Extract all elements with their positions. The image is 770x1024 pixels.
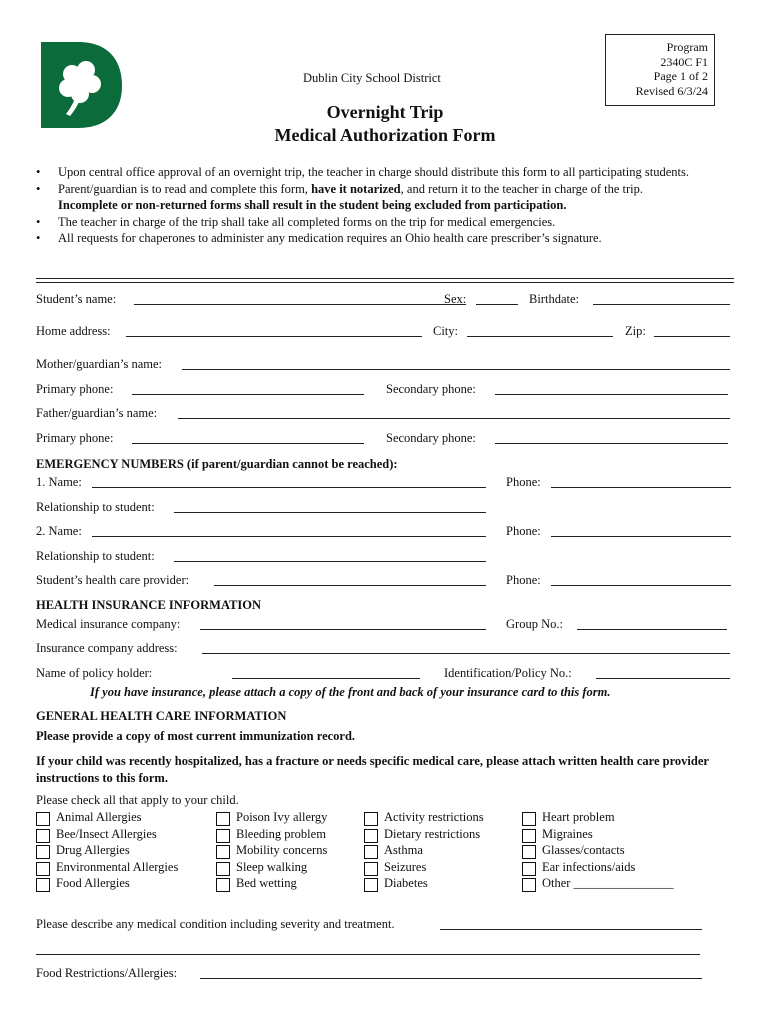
form-title-line2: Medical Authorization Form bbox=[274, 125, 496, 145]
emergency-2-row bbox=[36, 524, 736, 542]
condition-checkbox[interactable] bbox=[364, 845, 378, 859]
instruction-text: Upon central office approval of an overnight trip, the teacher in charge should distribute this form to all participating students. bbox=[58, 165, 689, 179]
condition-checkbox[interactable] bbox=[216, 812, 230, 826]
condition-label: Bed wetting bbox=[236, 876, 297, 891]
mother-primary-phone-input[interactable] bbox=[132, 394, 364, 395]
relationship-2-input[interactable] bbox=[174, 561, 486, 562]
zip-input[interactable] bbox=[654, 336, 730, 337]
policy-no-input[interactable] bbox=[596, 678, 730, 679]
father-row bbox=[36, 406, 736, 424]
food-row bbox=[36, 966, 736, 984]
phone-label: Phone: bbox=[506, 573, 541, 587]
insurance-company-row bbox=[36, 617, 736, 635]
insurance-company-input[interactable] bbox=[200, 629, 486, 630]
instruction-text: The teacher in charge of the trip shall take all completed forms on the trip for medical emergencies. bbox=[58, 214, 556, 229]
condition-checkbox[interactable] bbox=[522, 878, 536, 892]
condition-label: Other ________________ bbox=[542, 876, 674, 891]
secondary-phone-label: Secondary phone: bbox=[386, 382, 476, 396]
instruction-text: Parent/guardian is to read and complete this form, bbox=[58, 181, 312, 196]
condition-checkbox[interactable] bbox=[364, 878, 378, 892]
mother-row bbox=[36, 357, 736, 375]
condition-checkbox[interactable] bbox=[36, 845, 50, 859]
condition-checkbox[interactable] bbox=[216, 845, 230, 859]
father-name-label: Father/guardian’s name: bbox=[36, 406, 158, 420]
condition-label: Dietary restrictions bbox=[384, 826, 481, 841]
phone-label: Phone: bbox=[506, 524, 541, 538]
emergency-phone-1-input[interactable] bbox=[551, 487, 731, 488]
mother-name-input[interactable] bbox=[182, 369, 730, 370]
condition-checkbox[interactable] bbox=[36, 862, 50, 876]
emergency-1-row bbox=[36, 475, 736, 493]
condition-label: Mobility concerns bbox=[236, 843, 328, 858]
condition-label: Glasses/contacts bbox=[542, 843, 625, 858]
condition-label: Bleeding problem bbox=[236, 826, 326, 841]
father-name-input[interactable] bbox=[178, 418, 730, 419]
instruction-bold: have it notarized bbox=[311, 181, 401, 196]
emergency-heading: EMERGENCY NUMBERS (if parent/guardian cannot be reached): bbox=[36, 457, 398, 471]
condition-checkbox[interactable] bbox=[522, 812, 536, 826]
provider-input[interactable] bbox=[214, 585, 486, 586]
page-number: Page 1 of 2 bbox=[653, 69, 708, 83]
provider-row bbox=[36, 573, 736, 591]
describe-continued-row bbox=[36, 942, 736, 960]
student-info-row bbox=[36, 292, 736, 310]
primary-phone-label: Primary phone: bbox=[36, 382, 114, 396]
emergency-name-2-label: 2. Name: bbox=[36, 524, 82, 538]
insurance-heading: HEALTH INSURANCE INFORMATION bbox=[36, 598, 262, 612]
primary-phone-label: Primary phone: bbox=[36, 431, 114, 445]
provider-label: Student’s health care provider: bbox=[36, 573, 190, 587]
program-label: Program bbox=[666, 40, 708, 54]
emergency-name-1-label: 1. Name: bbox=[36, 475, 82, 489]
instruction-item bbox=[36, 164, 736, 181]
address-row bbox=[36, 324, 736, 342]
secondary-phone-label: Secondary phone: bbox=[386, 431, 476, 445]
food-restrictions-label: Food Restrictions/Allergies: bbox=[36, 966, 178, 980]
condition-checkbox[interactable] bbox=[36, 878, 50, 892]
hospitalized-note: If your child was recently hospitalized, has a fracture or needs specific medical care, please attach written health care provider instructions to this form. bbox=[36, 754, 709, 785]
provider-phone-input[interactable] bbox=[551, 585, 731, 586]
condition-label: Poison Ivy allergy bbox=[236, 810, 328, 824]
describe-input-line2[interactable] bbox=[36, 954, 700, 955]
relationship-1-row bbox=[36, 500, 736, 518]
sex-input[interactable] bbox=[476, 304, 518, 305]
food-restrictions-input[interactable] bbox=[200, 978, 702, 979]
condition-checkbox[interactable] bbox=[522, 862, 536, 876]
condition-checkbox[interactable] bbox=[364, 812, 378, 826]
check-prompt: Please check all that apply to your child. bbox=[36, 793, 239, 807]
group-no-label: Group No.: bbox=[506, 617, 563, 631]
relationship-label: Relationship to student: bbox=[36, 549, 155, 563]
insurance-address-row bbox=[36, 641, 736, 659]
home-address-input[interactable] bbox=[126, 336, 422, 337]
home-address-label: Home address: bbox=[36, 324, 111, 338]
condition-label: Bee/Insect Allergies bbox=[56, 826, 157, 841]
insurance-company-label: Medical insurance company: bbox=[36, 617, 181, 631]
section-divider bbox=[36, 278, 734, 283]
sex-label: Sex: bbox=[444, 292, 467, 306]
condition-checkbox[interactable] bbox=[364, 862, 378, 876]
condition-checkbox[interactable] bbox=[364, 829, 378, 843]
condition-label: Animal Allergies bbox=[56, 810, 142, 824]
condition-checkbox[interactable] bbox=[216, 829, 230, 843]
general-health-heading: GENERAL HEALTH CARE INFORMATION bbox=[36, 709, 287, 723]
birthdate-input[interactable] bbox=[593, 304, 730, 305]
condition-checkbox[interactable] bbox=[36, 829, 50, 843]
student-name-input[interactable] bbox=[134, 304, 466, 305]
instruction-item bbox=[36, 230, 736, 247]
condition-checklist bbox=[0, 810, 770, 895]
instruction-warning: Incomplete or non-returned forms shall result in the student being excluded from participation. bbox=[58, 198, 567, 212]
city-label: City: bbox=[433, 324, 459, 338]
condition-checkbox[interactable] bbox=[216, 862, 230, 876]
emergency-name-2-input[interactable] bbox=[92, 536, 486, 537]
program-box bbox=[605, 34, 715, 106]
insurance-address-label: Insurance company address: bbox=[36, 641, 178, 655]
instruction-text: , and return it to the teacher in charge of the trip. bbox=[400, 181, 644, 196]
condition-checkbox[interactable] bbox=[36, 812, 50, 826]
insurance-card-note: If you have insurance, please attach a copy of the front and back of your insurance card to this form. bbox=[90, 685, 611, 699]
condition-label: Sleep walking bbox=[236, 859, 308, 874]
father-phone-row bbox=[36, 431, 736, 449]
policy-holder-label: Name of policy holder: bbox=[36, 666, 153, 680]
birthdate-label: Birthdate: bbox=[529, 292, 579, 306]
district-name: Dublin City School District bbox=[303, 71, 441, 85]
instruction-item bbox=[36, 214, 736, 231]
relationship-2-row bbox=[36, 549, 736, 567]
condition-label: Activity restrictions bbox=[384, 810, 484, 824]
condition-label: Seizures bbox=[384, 859, 427, 874]
condition-label: Heart problem bbox=[542, 810, 615, 824]
condition-checkbox[interactable] bbox=[216, 878, 230, 892]
mother-secondary-phone-input[interactable] bbox=[495, 394, 728, 395]
mother-name-label: Mother/guardian’s name: bbox=[36, 357, 163, 371]
policy-holder-row bbox=[36, 666, 736, 684]
mother-phone-row bbox=[36, 382, 736, 400]
city-input[interactable] bbox=[467, 336, 613, 337]
condition-label: Food Allergies bbox=[56, 876, 130, 891]
condition-label: Asthma bbox=[384, 843, 423, 858]
condition-checkbox[interactable] bbox=[522, 845, 536, 859]
policy-holder-input[interactable] bbox=[232, 678, 420, 679]
instruction-item bbox=[36, 181, 736, 214]
insurance-address-input[interactable] bbox=[202, 653, 730, 654]
group-no-input[interactable] bbox=[577, 629, 727, 630]
father-secondary-phone-input[interactable] bbox=[495, 443, 728, 444]
describe-input[interactable] bbox=[440, 929, 702, 930]
emergency-name-1-input[interactable] bbox=[92, 487, 486, 488]
describe-row bbox=[36, 917, 736, 935]
program-code: 2340C F1 bbox=[660, 54, 708, 69]
condition-checkbox[interactable] bbox=[522, 829, 536, 843]
describe-label: Please describe any medical condition including severity and treatment. bbox=[36, 917, 395, 931]
immunization-note: Please provide a copy of most current immunization record. bbox=[36, 729, 356, 743]
revised-date: Revised 6/3/24 bbox=[635, 83, 708, 98]
condition-label: Migraines bbox=[542, 826, 593, 841]
emergency-phone-2-input[interactable] bbox=[551, 536, 731, 537]
condition-label: Diabetes bbox=[384, 876, 428, 891]
form-title-line1: Overnight Trip bbox=[326, 102, 444, 122]
instruction-text: All requests for chaperones to administer any medication requires an Ohio health care prescriber’s signature. bbox=[58, 231, 602, 245]
relationship-1-input[interactable] bbox=[174, 512, 486, 513]
father-primary-phone-input[interactable] bbox=[132, 443, 364, 444]
policy-no-label: Identification/Policy No.: bbox=[444, 666, 572, 680]
condition-label: Drug Allergies bbox=[56, 843, 130, 858]
instruction-list bbox=[36, 164, 736, 247]
phone-label: Phone: bbox=[506, 475, 541, 489]
condition-label: Ear infections/aids bbox=[542, 859, 636, 874]
student-name-label: Student’s name: bbox=[36, 292, 117, 306]
zip-label: Zip: bbox=[625, 324, 646, 338]
condition-label: Environmental Allergies bbox=[56, 859, 179, 874]
relationship-label: Relationship to student: bbox=[36, 500, 155, 514]
